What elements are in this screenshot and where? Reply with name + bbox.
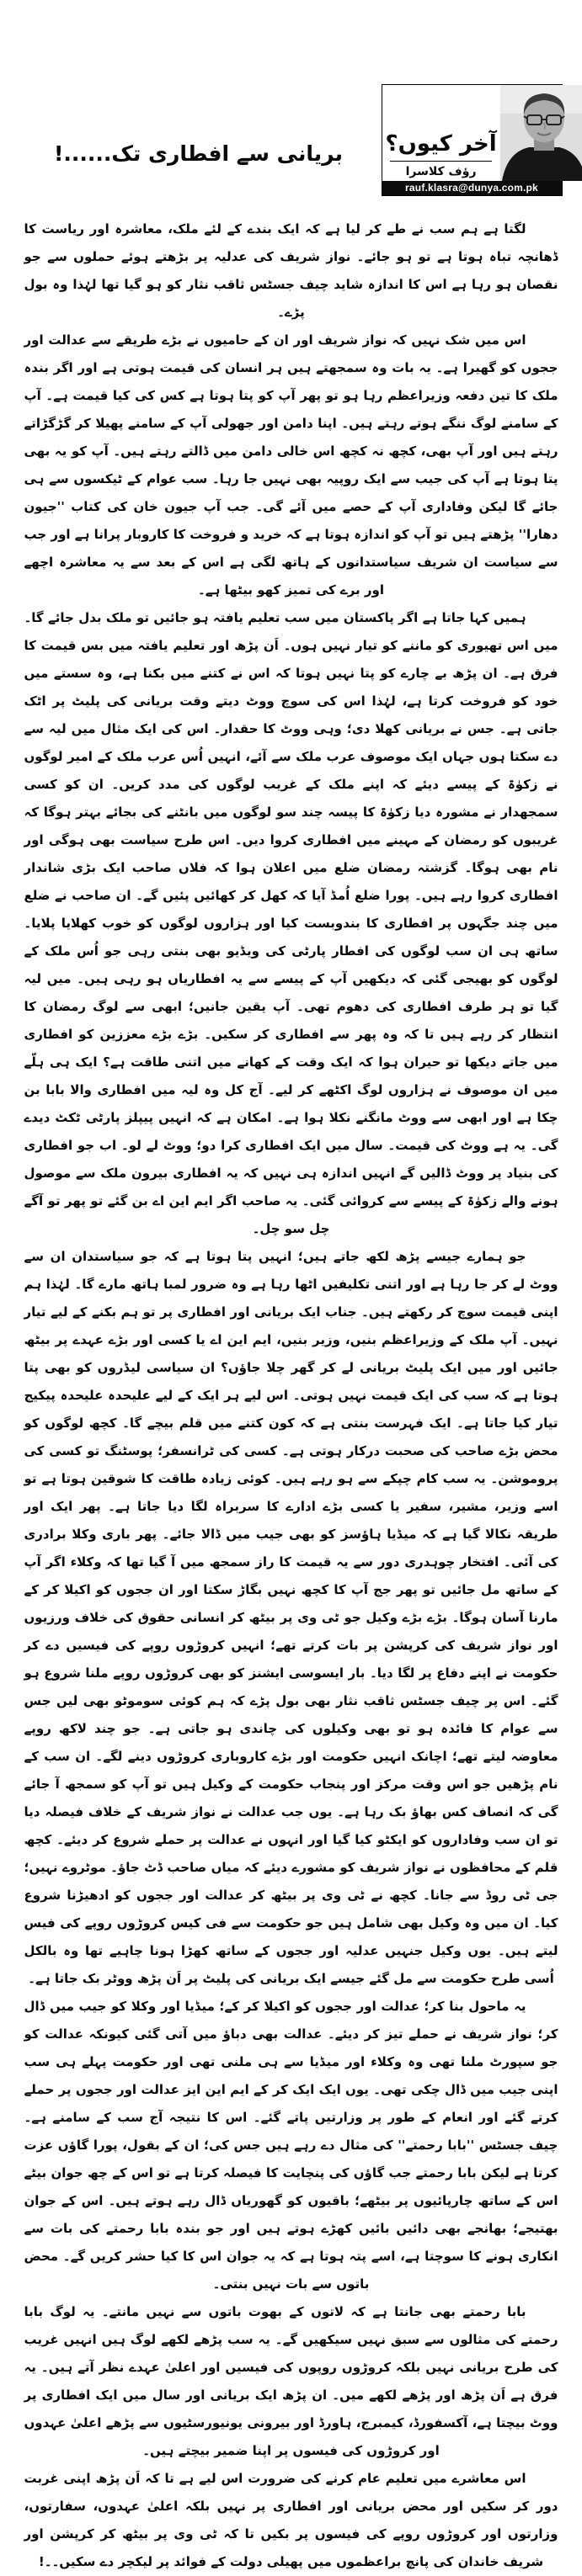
paragraph: لگتا ہے ہم سب نے طے کر لیا ہے کہ ایک بندے کے لئے ملک، معاشرہ اور ریاست کا ڈھانچہ تباہ ہوتا ہے تو ہو جائے۔ نواز شریف کی عدلیہ پر بڑھتے ہوئے حملوں سے جو نقصان ہو رہا ہے اس کا اندازہ شاید چیف جسٹس ثاقب نثار کو ہو گیا تھا لہٰذا وہ بول پڑے۔ bbox=[24, 221, 558, 320]
paragraph: بابا رحمتے بھی جانتا ہے کہ لاتوں کے بھوت باتوں سے نہیں مانتے۔ یہ لوگ بابا رحمتے کی مثالوں سے سبق نہیں سیکھیں گے۔ یہ سب پڑھے لکھے لوگ ہیں انہیں غریب کی طرح بریانی نہیں بلکہ کروڑوں روپوں کی فیسیں اور اعلیٰ عہدے نظر آتے ہیں۔ یہ فرق ہے اَن پڑھ اور پڑھے لکھے میں۔ ان پڑھ ایک بریانی اور سال میں ایک افطاری پر ووٹ بیچتا ہے، آکسفورڈ، کیمبرج، ہاورڈ اور بیرونی یونیورسٹیوں سے پڑھے اعلیٰ عہدوں اور کروڑوں کی فیسوں پر اپنا ضمیر بیچتے ہیں۔ bbox=[24, 2304, 558, 2458]
paragraph: ہمیں کہا جاتا ہے اگر پاکستان میں سب تعلیم یافتہ ہو جائیں تو ملک بدل جائے گا۔ میں اس تھیوری کو ماننے کو تیار نہیں ہوں۔ اَن پڑھ اور تعلیم یافتہ میں بس قیمت کا فرق ہے۔ ان پڑھ بے چارے کو پتا نہیں ہوتا کہ اس نے کتنے میں بکنا ہے، وہ سستے میں خود کو فروخت کرتا ہے، لہٰذا اس کی سوچ ووٹ دیتے وقت بریانی کی پلیٹ پر اٹک جاتی ہے۔ جس نے بریانی کھلا دی؛ وہی ووٹ کا حقدار۔ اس کی ایک مثال میں لیہ سے دے سکتا ہوں جہاں ایک موصوف عرب ملک سے آئے، انہیں اُس عرب ملک کے امیر لوگوں نے زکوٰۃ کے پیسے دیئے کہ اپنے ملک کے غریب لوگوں کی مدد کریں۔ ان کو کسی سمجھدار نے مشورہ دیا زکوٰۃ کا پیسہ چند سو لوگوں میں بانٹنے کی بجائے بہتر ہوگا کہ غریبوں کو رمضان کے مہینے میں افطاری کروا دیں۔ اس طرح سیاست بھی ہوگی اور نام بھی ہوگا۔ گزشتہ رمضان ضلع میں اعلان ہوا کہ فلاں صاحب ایک بڑی شاندار افطاری کروا رہے ہیں۔ پورا ضلع اُمڈ آیا کہ کھل کر کھائیں پئیں گے۔ ان صاحب نے ضلع میں چند جگہوں پر افطاری کا بندوبست کیا اور ہزاروں لوگوں کو خوب کھلایا پلایا۔ ساتھ ہی ان سب لوگوں کی افطار پارٹی کی ویڈیو بھی بنتی رہی جو اُس ملک کے لوگوں کو بھیجی گئی کہ دیکھیں آپ کے پیسے سے یہ افطاریاں ہو رہی ہیں۔ میں لیہ گیا تو ہر طرف افطاری کی دھوم تھی۔ آپ یقین جانیں؛ ابھی سے لوگ رمضان کا انتظار کر رہے ہیں تا کہ وہ پھر سے افطاری کر سکیں۔ بڑے بڑے معززین کو افطاری میں جاتے دیکھا تو حیران ہوا کہ ایک وقت کے کھانے میں اتنی طاقت ہے؟ ایک ہی ہلّے میں ان موصوف نے ہزاروں لوگ اکٹھے کر لیے۔ آج کل وہ لیہ میں افطاری والا بابا بن چکا ہے اور ابھی سے ووٹ مانگنے نکلا ہوا ہے۔ امکان ہے کہ انہیں پیپلز پارٹی ٹکٹ دیدے گی۔ یہ ہے ووٹ کی قیمت۔ سال میں ایک افطاری کرا دو؛ ووٹ لے لو۔ اب جو افطاری کی بنیاد پر ووٹ ڈالیں گے انہیں اندازہ ہی نہیں کہ یہ افطاری بیرون ملک سے موصول ہونے والے زکوٰۃ کے پیسے سے کروائی گئی۔ یہ صاحب اگر ایم این اے بن گئے تو پھر تو آگے چل سو چل۔ bbox=[24, 610, 558, 1236]
newspaper-column-page bbox=[18, 0, 565, 2569]
author-box-main bbox=[382, 85, 562, 181]
paragraph: اس میں شک نہیں کہ نواز شریف اور ان کے حامیوں نے بڑے طریقے سے عدالت اور ججوں کو گھیرا ہے۔ یہ بات وہ سمجھتے ہیں ہر انسان کی قیمت ہوتی ہے اور اگر بندہ ملک کا تین دفعہ وزیراعظم رہا ہو تو پھر آپ کو پتا ہوتا ہے کس کی کیا قیمت ہے۔ آپ کے سامنے لوگ ننگے ہوتے رہتے ہیں۔ اپنا دامن اور جھولی آپ کے سامنے پھیلا کر گڑگڑاتے رہتے ہیں اور آپ بھی، کچھ نہ کچھ اس خالی دامن میں ڈالتے رہتے ہیں۔ آپ کو یہ بھی پتا ہوتا ہے آپ کی جیب سے ایک روپیہ بھی نہیں جا رہا۔ سب عوام کے ٹیکسوں سے ہی جائے گا لیکن وفاداری آپ کے حصے میں آئے گی۔ جب آپ جیون خان کی کتاب ''جیون دھارا'' پڑھتے ہیں تو آپ کو اندازہ ہوتا ہے کہ خرید و فروخت کا کاروبار پرانا ہے اور جب سے سیاست ان شریف سیاستدانوں کے ہاتھ لگی ہے اس کے بعد سے یہ معاشرہ اچھے اور برے کی تمیز کھو بیٹھا ہے۔ bbox=[24, 332, 558, 598]
article-body bbox=[18, 210, 565, 2576]
author-email: rauf.klasra@dunya.com.pk bbox=[382, 181, 562, 195]
author-name: رؤف کلاسرا bbox=[405, 165, 477, 178]
column-title: آخر کیوں؟ bbox=[385, 131, 497, 157]
author-box-text-area bbox=[382, 85, 500, 181]
column-header bbox=[18, 0, 565, 210]
article-title: بریانی سے افطاری تک......! bbox=[53, 141, 344, 166]
author-portrait-icon bbox=[500, 85, 582, 181]
divider-line bbox=[390, 161, 493, 162]
paragraph: یہ ماحول بنا کر؛ عدالت اور ججوں کو اکیلا کر کے؛ میڈیا اور وکلا کو جیب میں ڈال کر؛ نواز شریف نے حملے تیز کر دیئے۔ عدالت بھی دباؤ میں آتی گئی کیونکہ عدالت کو جو سپورٹ ملنا تھی وہ وکلاء اور میڈیا سے ہی ملنی تھی اور حکومت پہلے ہی سب اپنی جیب میں ڈال چکی تھی۔ یوں ایک ایک کر کے ایم این ایز عدالت اور ججوں پر حملے کرتے گئے اور انعام کے طور پر وزارتیں پاتے گئے۔ اس کا نتیجہ آج سب کے سامنے ہے۔ چیف جسٹس ''بابا رحمتے'' کی مثال دے رہے ہیں جس کی؛ ان کے بقول، پورا گاؤں عزت کرتا ہے لیکن بابا رحمتے جب گاؤں کی پنچایت کا فیصلہ کرتا ہے تو اس کے چھ جوان بیٹے اس کے ساتھ چارپائیوں پر بیٹھے؛ باقیوں کو گھوریاں ڈال رہے ہوتے ہیں۔ اس کے جوان بھتیجے؛ بھانجے بھی دائیں بائیں کھڑے ہوتے ہیں اور جو بندہ بابا رحمتے کی بات سے انکاری ہونے کا سوچتا ہے، اسے پتہ ہوتا ہے کہ یہ جوان اس کا کیا حشر کریں گے۔ محض باتوں سے بات نہیں بنتی۔ bbox=[24, 1999, 558, 2292]
paragraph: جو ہمارے جیسے پڑھ لکھ جاتے ہیں؛ انہیں پتا ہوتا ہے کہ جو سیاستدان ان سے ووٹ لے کر جا رہا ہے اور اتنی تکلیفیں اٹھا رہا ہے وہ ضرور لمبا ہاتھ مارے گا۔ لہٰذا ہم اپنی قیمت سوچ کر رکھتے ہیں۔ جناب ایک بریانی اور افطاری پر تو ہم بکنے کے لیے تیار نہیں۔ آپ ملک کے وزیراعظم بنیں، وزیر بنیں، ایم این اے یا کسی اور بڑے عہدے پر بیٹھ جائیں اور میں ایک پلیٹ بریانی لے کر گھر چلا جاؤں؟ ان سیاسی لیڈروں کو بھی پتا ہوتا ہے کہ سب کی ایک قیمت نہیں ہوتی۔ اس لیے ہر ایک کے لیے علیحدہ علیحدہ پیکیج تیار کیا جاتا ہے۔ ایک فہرست بنتی ہے کہ کون کتنے میں قلم بیچے گا۔ کچھ لوگوں کو محض بڑے صاحب کی صحبت درکار ہوتی ہے۔ کسی کی ٹرانسفر؛ پوسٹنگ تو کسی کی پروموشن۔ یہ سب کام چپکے سے ہو رہے ہیں۔ کوئی زیادہ طاقت کا شوقین ہوتا ہے تو اسے وزیر، مشیر، سفیر یا کسی بڑے ادارے کا سربراہ لگا دیا جاتا ہے۔ پھر ایک اور طریقہ نکالا گیا ہے کہ میڈیا ہاؤسز کو بھی جیب میں ڈالا جائے۔ پھر باری وکلا برادری کی آئی۔ افتخار چوہدری دور سے یہ قیمت کا راز سمجھ میں آ گیا تھا کہ وکلاء اگر آپ کے ساتھ مل جائیں تو پھر جج آپ کا کچھ نہیں بگاڑ سکتا اور ان ججوں کو اکیلا کر کے مارنا آسان ہوگا۔ بڑے بڑے وکیل جو ٹی وی پر بیٹھ کر انسانی حقوق کی خلاف ورزیوں اور نواز شریف کی کرپشن پر بات کرتے تھے؛ انہیں کروڑوں روپے کی فیسیں دے کر حکومت نے اپنے دفاع پر لگا دیا۔ بار ایسوسی ایشنز کو بھی کروڑوں روپے ملنا شروع ہو گئے۔ اس پر چیف جسٹس ثاقب نثار بھی بول پڑے کہ ہم کوئی سوموٹو بھی لیں جس سے عوام کا فائدہ ہو تو بھی وکیلوں کی چاندی ہو جاتی ہے۔ جو چند لاکھ روپے معاوضہ لیتے تھے؛ اچانک انہیں حکومت اور بڑے کاروباری کروڑوں دینے لگے۔ ان سب کے نام پڑھیں جو اس وقت مرکز اور پنجاب حکومت کے وکیل ہیں تو آپ کو سمجھ آ جائے گی کہ انصاف کس بھاؤ بک رہا ہے۔ یوں جب عدالت نے نواز شریف کے خلاف فیصلہ دیا تو ان سب وفاداروں کو ایکٹو کیا گیا اور انہوں نے عدالت پر حملے شروع کر دیئے۔ کچھ قلم کے محافظوں نے نواز شریف کو مشورے دیئے کہ میاں صاحب ڈٹ جاؤ۔ موٹروے نہیں؛ جی ٹی روڈ سے جانا۔ کچھ نے ٹی وی پر بیٹھ کر عدالت اور ججوں کو ادھیڑنا شروع کیا۔ ان میں وہ وکیل بھی شامل ہیں جو حکومت سے فی کیس کروڑوں روپے کی فیس لیتے ہیں۔ یوں وکیل جنہیں عدلیہ اور ججوں کے ساتھ کھڑا ہونا چاہیے تھا وہ بالکل اُسی طرح حکومت سے مل گئے جیسے ایک بریانی کی پلیٹ پر اَن پڑھ ووٹر بک جاتا ہے۔ bbox=[24, 1249, 558, 1986]
author-box bbox=[382, 84, 563, 196]
author-photo bbox=[500, 85, 582, 181]
paragraph: اس معاشرے میں تعلیم عام کرنے کی ضرورت اس لیے ہے تا کہ اَن پڑھ اپنی غربت دور کر سکیں اور محض بریانی اور افطاری پر نہیں بلکہ اعلیٰ عہدوں، سفارتوں، وزارتوں اور کروڑوں روپے کی فیسوں پر بکیں تا کہ ٹی وی پر بیٹھ کر کرپشن اور شریف خاندان کی پانچ براعظموں میں پھیلی دولت کے فوائد پر لیکچر دے سکیں۔۔! bbox=[24, 2471, 558, 2569]
